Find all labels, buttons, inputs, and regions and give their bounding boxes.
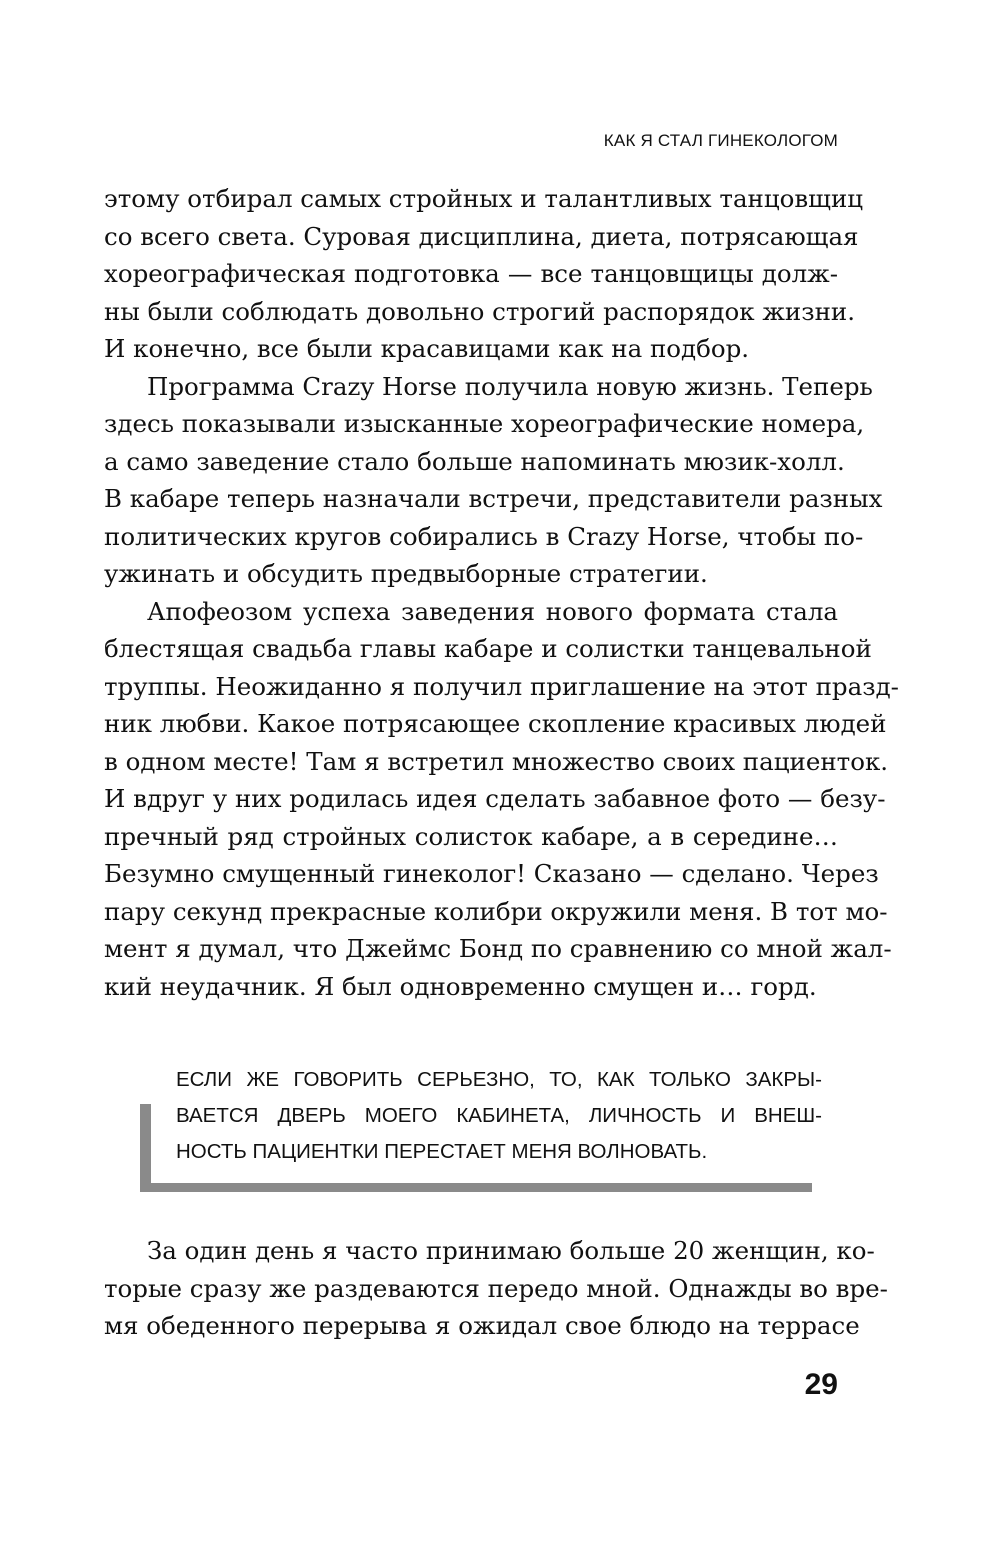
text-line: Апофеозом успеха заведения нового формата стала <box>147 596 838 626</box>
text-line: мент я думал, что Джеймс Бонд по сравнению со мной жал- <box>104 934 892 963</box>
text-line: блестящая свадьба главы кабаре и солистки танцевальной <box>104 634 872 663</box>
continuation-text <box>104 1232 888 1345</box>
text-line: труппы. Неожиданно я получил приглашение на этот празд- <box>104 671 899 701</box>
pull-quote-text <box>176 1062 822 1170</box>
text-line: ник любви. Какое потрясающее скопление красивых людей <box>104 709 887 738</box>
text-line: ужинать и обсудить предвыборные стратегии. <box>104 559 708 588</box>
text-line: политических кругов собирались в Crazy Horse, чтобы по- <box>104 521 864 551</box>
text-line: а само заведение стало больше напоминать мюзик-холл. <box>104 446 845 476</box>
text-line: ны были соблюдать довольно строгий распорядок жизни. <box>104 296 856 326</box>
text-line: И вдруг у них родилась идея сделать забавное фото — безу- <box>104 784 886 813</box>
body-text <box>104 180 899 1005</box>
paragraph-2 <box>104 368 883 593</box>
text-line: в одном месте! Там я встретил множество своих пациенток. <box>104 746 889 776</box>
text-line: За один день я часто принимаю больше 20 женщин, ко- <box>147 1236 875 1265</box>
page-number: 29 <box>804 1368 838 1401</box>
text-line: И конечно, все были красавицами как на подбор. <box>104 334 750 363</box>
text-line: этому отбирал самых стройных и талантливых танцовщиц <box>104 184 864 213</box>
text-line: В кабаре теперь назначали встречи, представители разных <box>104 484 883 513</box>
text-line: кий неудачник. Я был одновременно смущен и… горд. <box>104 971 817 1001</box>
text-line: пару секунд прекрасные колибри окружили меня. В тот мо- <box>104 896 888 926</box>
pull-quote-horizontal-bar <box>140 1183 812 1192</box>
text-line: мя обеденного перерыва я ожидал свое блюдо на террасе <box>104 1311 860 1340</box>
text-line: хореографическая подготовка — все танцовщицы долж- <box>104 259 838 288</box>
pull-quote-line: ВАЕТСЯ ДВЕРЬ МОЕГО КАБИНЕТА, ЛИЧНОСТЬ И ВНЕШ- <box>176 1104 822 1127</box>
text-line: Программа Crazy Horse получила новую жизнь. Теперь <box>147 371 873 401</box>
pull-quote-line: ЕСЛИ ЖЕ ГОВОРИТЬ СЕРЬЕЗНО, ТО, КАК ТОЛЬКО ЗАКРЫ- <box>176 1068 822 1091</box>
paragraph-3 <box>104 593 899 1006</box>
pull-quote-vertical-bar <box>140 1104 151 1190</box>
text-line: со всего света. Суровая дисциплина, диета, потрясающая <box>104 221 859 251</box>
text-line: Безумно смущенный гинеколог! Сказано — сделано. Через <box>104 859 879 888</box>
text-line: пречный ряд стройных солисток кабаре, а в середине… <box>104 821 838 851</box>
pull-quote-line: НОСТЬ ПАЦИЕНТКИ ПЕРЕСТАЕТ МЕНЯ ВОЛНОВАТЬ. <box>176 1140 708 1163</box>
text-line: здесь показывали изысканные хореографические номера, <box>104 409 865 438</box>
paragraph-1 <box>104 180 864 368</box>
running-head: КАК Я СТАЛ ГИНЕКОЛОГОМ <box>603 131 838 150</box>
text-line: торые сразу же раздеваются передо мной. Однажды во вре- <box>104 1273 888 1303</box>
